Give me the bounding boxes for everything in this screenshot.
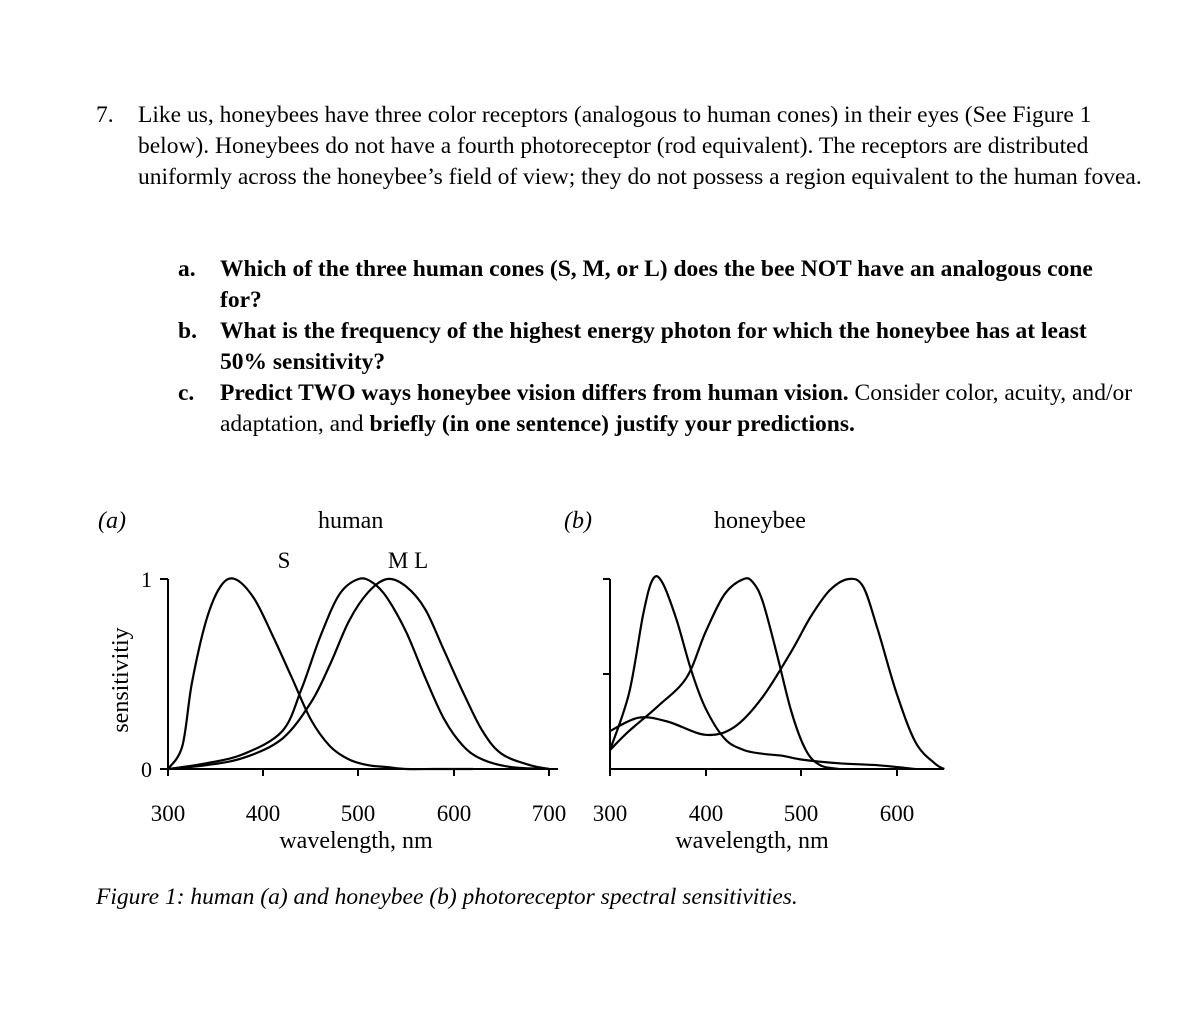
question-7 — [96, 100, 1156, 193]
spectral-sensitivity-figure — [0, 490, 1196, 870]
subquestion-list — [178, 254, 1138, 440]
x-tick-label: 500 — [340, 801, 376, 826]
x-tick-label: 400 — [245, 801, 281, 826]
question-text: Like us, honeybees have three color receptors (analogous to human cones) in their eyes (See Figure 1 below). Honeybees do not have a fourth photoreceptor (rod equivalent). The receptors are distributed uniformly across the honeybee’s field of view; they do not possess a region equivalent to the human fovea. — [138, 102, 1142, 190]
panel-b-label: (b) — [564, 508, 592, 534]
x-tick-label: 600 — [436, 801, 472, 826]
subquestion-b — [178, 316, 1138, 378]
x-tick-label: 600 — [879, 801, 915, 826]
subquestion-c — [178, 378, 1138, 440]
panel-a-title: human — [318, 508, 384, 534]
sensitivity-curve-m — [168, 578, 549, 769]
sensitivity-curve-green — [610, 579, 944, 769]
panel-b-title: honeybee — [714, 508, 806, 534]
x-tick-label: 500 — [783, 801, 819, 826]
panel-a-curves — [168, 578, 549, 769]
y-tick-label-1: 1 — [141, 567, 152, 592]
peak-label-s: S — [277, 548, 291, 573]
subquestion-label: b. — [178, 318, 197, 344]
panel-b-axes — [603, 579, 944, 776]
subquestion-text: Which of the three human cones (S, M, or L) does the bee NOT have an analogous cone for? — [220, 256, 1093, 313]
panel-a-axes — [160, 579, 558, 776]
x-tick-label: 300 — [150, 801, 186, 826]
panel-b-curves — [610, 576, 944, 769]
subquestion-text-normal: Consider color, acuity, and/or adaptation, and — [220, 380, 1133, 437]
panel-a-label: (a) — [98, 508, 126, 534]
y-tick-label-0: 0 — [141, 757, 152, 782]
x-tick-label: 400 — [688, 801, 724, 826]
question-number: 7. — [96, 102, 114, 128]
x-axis-label-b: wavelength, nm — [675, 828, 829, 854]
subquestion-label: c. — [178, 380, 195, 406]
subquestion-label: a. — [178, 256, 196, 282]
y-axis-label: sensitivitiy — [108, 627, 134, 733]
subquestion-text-bold-2: briefly (in one sentence) justify your predictions. — [369, 411, 855, 437]
x-tick-label: 300 — [592, 801, 628, 826]
sensitivity-curve-l — [168, 579, 549, 769]
subquestion-a — [178, 254, 1138, 316]
subquestion-text: What is the frequency of the highest energy photon for which the honeybee has at least 50% sensitivity? — [220, 318, 1087, 375]
x-axis-label-a: wavelength, nm — [279, 828, 433, 854]
x-tick-label: 700 — [531, 801, 567, 826]
subquestion-text-bold: Predict TWO ways honeybee vision differs from human vision. — [220, 380, 849, 406]
sensitivity-curve-s — [168, 578, 473, 769]
figure-caption: Figure 1: human (a) and honeybee (b) photoreceptor spectral sensitivities. — [96, 884, 798, 910]
peak-label-ml: M L — [387, 548, 429, 573]
